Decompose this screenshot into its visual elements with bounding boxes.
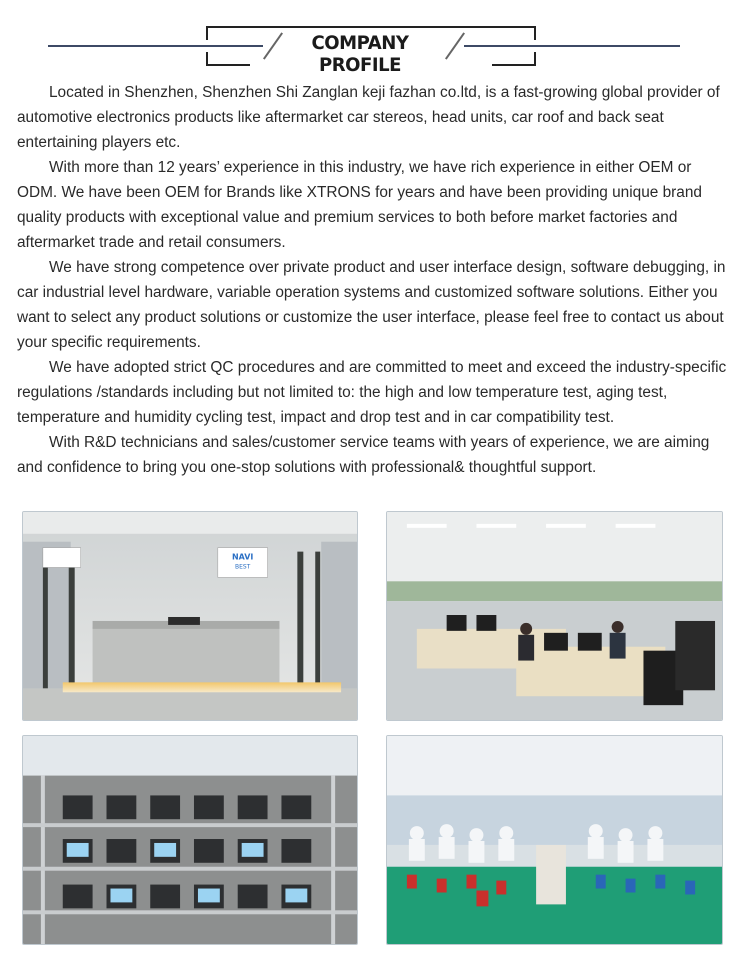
paragraph-location: Located in Shenzhen, Shenzhen Shi Zanglan keji fazhan co.ltd, is a fast-growing global provider of automotive electronics products like aftermarket car stereos, head units, car roof and back seat entertaining players etc.	[17, 84, 720, 151]
reception-photo	[22, 511, 358, 721]
paragraph-support: With R&D technicians and sales/customer service teams with years of experience, we are aiming and confidence to bring you one-stop solutions with professional& thoughtful support.	[17, 434, 710, 476]
paragraph-experience: With more than 12 years’ experience in this industry, we have rich experience in either OEM or ODM. We have been OEM for Brands like XTRONS for years and have been providing unique brand quality products with exceptional value and premium services to both before market factories and aftermarket trade and retail consumers.	[17, 159, 702, 251]
header-frame-corner	[492, 26, 536, 40]
paragraph-qc: We have adopted strict QC procedures and are committed to meet and exceed the industry-specific regulations /standards including but not limited to: the high and low temperature test, aging test, temperature and humidity cycling test, impact and drop test and in car compatibility test.	[17, 359, 727, 426]
header-slash-right	[445, 32, 465, 59]
header-rule-right	[464, 45, 680, 47]
header-rule-left	[48, 45, 263, 47]
header-frame-corner	[206, 26, 250, 40]
header-frame-top	[250, 26, 492, 28]
header-frame-corner	[492, 52, 536, 66]
reception-logo-text: NAVI	[232, 552, 254, 562]
reception-logo-subtext: BEST	[235, 563, 251, 571]
header-slash-left	[263, 32, 283, 59]
page-title: COMPANY PROFILE	[311, 32, 409, 76]
company-description	[17, 80, 729, 480]
production-line-photo	[386, 735, 723, 945]
paragraph-competence: We have strong competence over private product and user interface design, software debugging, in car industrial level hardware, variable operation systems and customized software solutions. Either you want to select any product solutions or customize the user interface, please feel free to contact us about your specific requirements.	[17, 259, 726, 351]
office-photo	[386, 511, 723, 721]
aging-test-photo	[22, 735, 358, 945]
header-frame-corner	[206, 52, 250, 66]
section-header	[0, 22, 750, 76]
